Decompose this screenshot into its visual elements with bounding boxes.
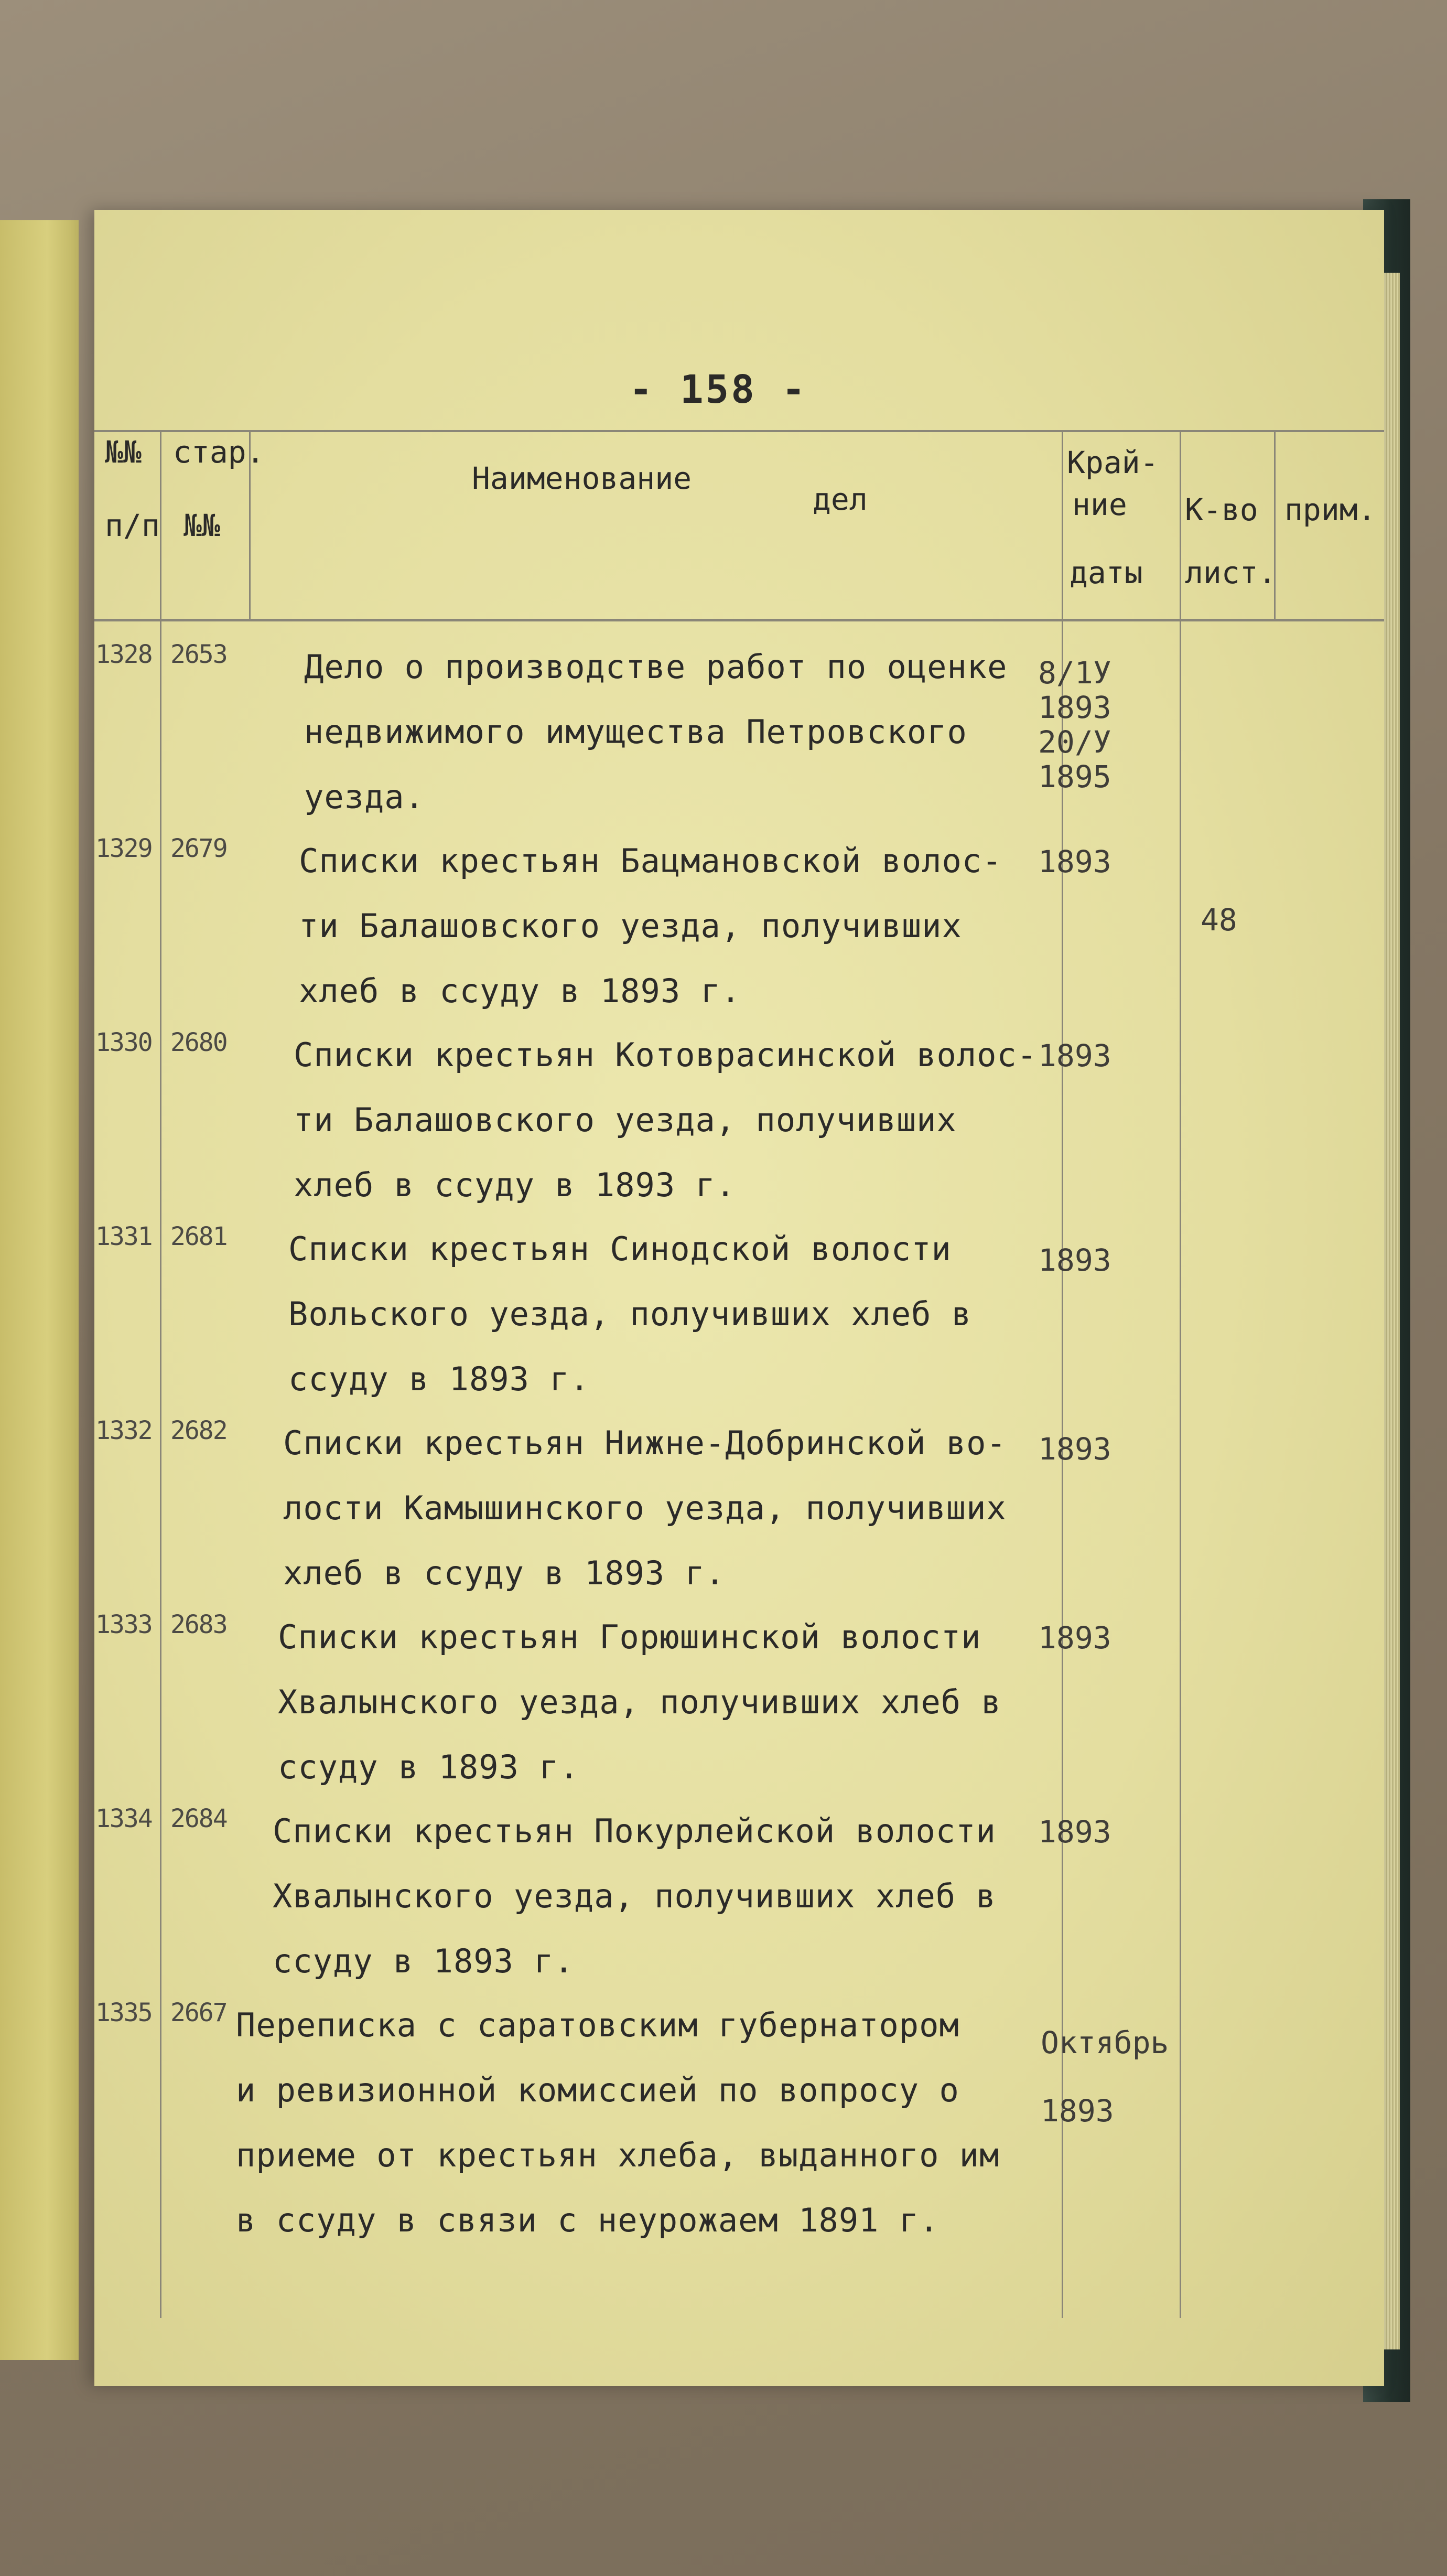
row-line: Списки крестьян Покурлейской волости bbox=[273, 1812, 996, 1850]
header-count-b: лист. bbox=[1185, 555, 1277, 591]
row-old-number: 2653 bbox=[170, 640, 227, 669]
row-date: 1893 bbox=[1038, 1242, 1111, 1278]
header-old-top: стар. bbox=[173, 434, 265, 470]
table-row bbox=[94, 834, 1384, 1023]
row-description bbox=[273, 1799, 1033, 1994]
row-old-number: 2679 bbox=[170, 834, 227, 863]
row-line: уезда. bbox=[304, 778, 425, 816]
row-date: 1893 bbox=[1041, 2093, 1114, 2129]
table-row bbox=[94, 640, 1384, 829]
row-number: 1335 bbox=[95, 1998, 152, 2027]
row-dates bbox=[1038, 1815, 1174, 1849]
row-description bbox=[304, 635, 1064, 830]
row-date: 1893 bbox=[1038, 844, 1111, 879]
row-number: 1332 bbox=[95, 1416, 152, 1445]
row-number: 1333 bbox=[95, 1610, 152, 1639]
row-description bbox=[299, 829, 1059, 1024]
row-dates bbox=[1038, 1243, 1174, 1278]
header-top-rule bbox=[94, 430, 1384, 432]
row-date: 20/У bbox=[1038, 724, 1111, 760]
row-line: ссуду в 1893 г. bbox=[278, 1748, 579, 1786]
row-line: Хвалынского уезда, получивших хлеб в bbox=[273, 1877, 996, 1915]
header-dates-c: даты bbox=[1070, 555, 1143, 591]
header-old-bottom: №№ bbox=[183, 508, 220, 543]
row-dates bbox=[1038, 1620, 1174, 1655]
row-old-number: 2683 bbox=[170, 1610, 227, 1639]
row-date: 1893 bbox=[1038, 1814, 1111, 1850]
table-row bbox=[94, 1610, 1384, 1799]
table-row bbox=[94, 1416, 1384, 1605]
facing-page-edge bbox=[0, 220, 79, 2360]
row-line: хлеб в ссуду в 1893 г. bbox=[294, 1166, 736, 1204]
row-old-number: 2682 bbox=[170, 1416, 227, 1445]
row-old-number: 2684 bbox=[170, 1804, 227, 1833]
row-date: 1895 bbox=[1038, 759, 1111, 795]
page-number: - 158 - bbox=[629, 367, 807, 412]
header-title-a: Наименование bbox=[472, 460, 692, 496]
row-line: лости Камышинского уезда, получивших bbox=[283, 1489, 1007, 1527]
header-num-bottom: п/п bbox=[105, 508, 160, 543]
row-sheet-count: 48 bbox=[1201, 902, 1237, 938]
row-line: ти Балашовского уезда, получивших bbox=[299, 907, 962, 945]
table-row bbox=[94, 1222, 1384, 1411]
header-title-b: дел bbox=[813, 481, 868, 517]
row-dates bbox=[1038, 656, 1174, 794]
row-description bbox=[294, 1023, 1054, 1218]
row-number: 1330 bbox=[95, 1028, 152, 1057]
row-line: ти Балашовского уезда, получивших bbox=[294, 1101, 957, 1139]
row-line: Списки крестьян Горюшинской волости bbox=[278, 1618, 981, 1656]
row-dates bbox=[1038, 844, 1174, 879]
row-line: Вольского уезда, получивших хлеб в bbox=[288, 1295, 972, 1333]
table-row bbox=[94, 1804, 1384, 1993]
row-line: ссуду в 1893 г. bbox=[273, 1942, 574, 1980]
row-number: 1328 bbox=[95, 640, 152, 669]
table-row bbox=[94, 1998, 1384, 2271]
row-dates bbox=[1041, 2009, 1177, 2145]
page-edges bbox=[1384, 273, 1400, 2349]
row-old-number: 2681 bbox=[170, 1222, 227, 1251]
row-old-number: 2680 bbox=[170, 1028, 227, 1057]
row-dates bbox=[1038, 1432, 1174, 1466]
header-num-top: №№ bbox=[105, 434, 142, 470]
row-line: Хвалынского уезда, получивших хлеб в bbox=[278, 1683, 1001, 1721]
row-old-number: 2667 bbox=[170, 1998, 227, 2027]
row-line: хлеб в ссуду в 1893 г. bbox=[283, 1554, 726, 1592]
header-dates-b: ние bbox=[1072, 487, 1127, 522]
row-description bbox=[288, 1217, 1049, 1412]
row-line: в ссуду в связи с неурожаем 1891 г. bbox=[236, 2201, 940, 2239]
header-count-a: К-во bbox=[1185, 492, 1258, 528]
row-date: 1893 bbox=[1038, 1038, 1111, 1074]
row-line: приеме от крестьян хлеба, выданного им bbox=[236, 2136, 1000, 2174]
row-line: ссуду в 1893 г. bbox=[288, 1360, 590, 1398]
row-line: хлеб в ссуду в 1893 г. bbox=[299, 972, 741, 1010]
header-note: прим. bbox=[1284, 492, 1376, 528]
row-date: 1893 bbox=[1038, 1620, 1111, 1656]
header-dates-a: Край- bbox=[1067, 445, 1159, 480]
row-dates bbox=[1038, 1038, 1174, 1073]
row-line: и ревизионной комиссией по вопросу о bbox=[236, 2071, 959, 2109]
row-description bbox=[278, 1605, 1038, 1800]
row-date: 1893 bbox=[1038, 1431, 1111, 1467]
row-number: 1331 bbox=[95, 1222, 152, 1251]
row-line: Списки крестьян Котоврасинской волос- bbox=[294, 1036, 1038, 1074]
row-line: Дело о производстве работ по оценке bbox=[304, 648, 1008, 686]
row-date: Октябрь bbox=[1041, 2025, 1169, 2060]
row-number: 1334 bbox=[95, 1804, 152, 1833]
row-line: Списки крестьян Бацмановской волос- bbox=[299, 842, 1002, 880]
header-bottom-rule bbox=[94, 619, 1384, 621]
row-description bbox=[236, 1993, 1049, 2253]
row-line: Списки крестьян Нижне-Добринской во- bbox=[283, 1424, 1007, 1462]
row-line: недвижимого имущества Петровского bbox=[304, 713, 967, 751]
archive-inventory-page bbox=[94, 210, 1384, 2386]
row-description bbox=[283, 1411, 1043, 1606]
row-date: 8/1У bbox=[1038, 655, 1111, 691]
table-row bbox=[94, 1028, 1384, 1217]
row-line: Переписка с саратовским губернатором bbox=[236, 2006, 959, 2044]
row-number: 1329 bbox=[95, 834, 152, 863]
row-date: 1893 bbox=[1038, 690, 1111, 725]
row-line: Списки крестьян Синодской волости bbox=[288, 1230, 952, 1268]
